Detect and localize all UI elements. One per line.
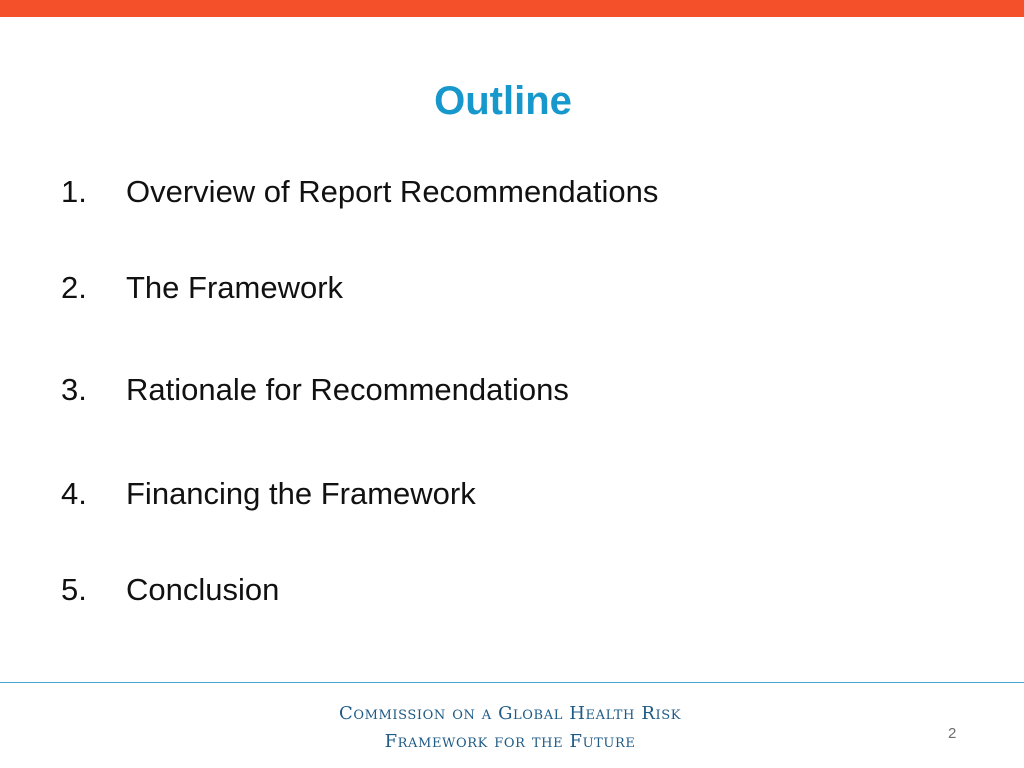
outline-item bbox=[61, 570, 961, 610]
item-number: 3. bbox=[61, 372, 87, 407]
outline-item bbox=[61, 370, 961, 410]
top-accent-bar bbox=[0, 0, 1024, 17]
outline-item bbox=[61, 474, 961, 514]
item-number: 4. bbox=[61, 476, 87, 511]
brand-line-2: Framework for the Future bbox=[384, 731, 636, 752]
slide-title: Outline bbox=[434, 79, 572, 123]
item-number: 5. bbox=[61, 572, 87, 607]
footer-divider bbox=[0, 682, 1024, 683]
item-text: Overview of Report Recommendations bbox=[126, 174, 659, 209]
item-number: 2. bbox=[61, 270, 87, 305]
item-text: Financing the Framework bbox=[126, 476, 476, 511]
item-text: Rationale for Recommendations bbox=[126, 372, 569, 407]
outline-item bbox=[61, 172, 961, 212]
outline-item bbox=[61, 268, 961, 308]
item-text: Conclusion bbox=[126, 572, 280, 607]
footer-brand bbox=[200, 700, 820, 756]
item-number: 1. bbox=[61, 174, 87, 209]
item-text: The Framework bbox=[126, 270, 344, 305]
page-number: 2 bbox=[948, 725, 957, 742]
brand-line-1: Commission on a Global Health Risk bbox=[338, 703, 682, 724]
